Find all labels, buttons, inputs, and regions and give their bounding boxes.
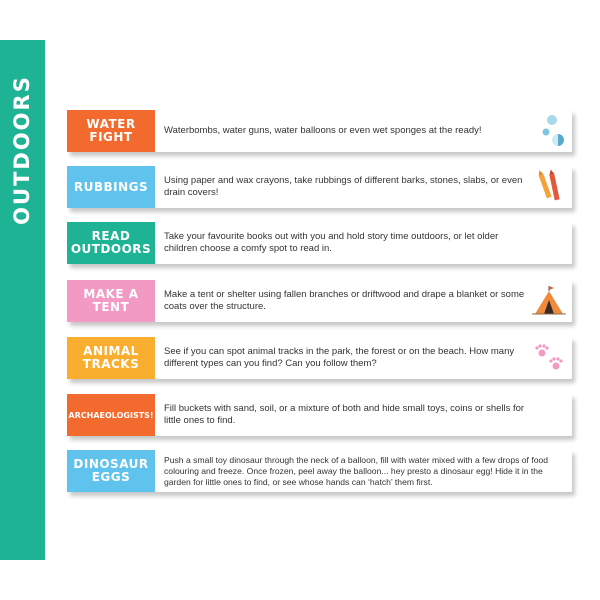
activity-label: WATER FIGHT [67,110,155,152]
activity-row-rubbings [67,166,572,208]
activity-label: DINOSAUR EGGS [67,450,155,492]
activity-label: MAKE A TENT [67,280,155,322]
crayons-icon [530,168,568,206]
activity-row-dinosaur-eggs [67,450,572,492]
activity-row-make-a-tent [67,280,572,322]
activity-description: Make a tent or shelter using fallen branches or driftwood and drape a blanket or some coats over the structure. [164,289,525,312]
activity-row-read-outdoors [67,222,572,264]
activity-row-archaeologists [67,394,572,436]
activity-label: RUBBINGS [67,166,155,208]
activity-description: Fill buckets with sand, soil, or a mixture of both and hide small toys, coins or shells for little ones to find. [164,403,525,426]
water-bubbles-icon [530,112,568,150]
activity-label: ANIMAL TRACKS [67,337,155,379]
section-title: OUTDOORS [10,75,34,225]
activity-description: See if you can spot animal tracks in the park, the forest or on the beach. How many different types can you find? Can you follow them? [164,346,515,369]
activity-description: Using paper and wax crayons, take rubbings of different barks, stones, slabs, or even drain covers! [164,175,523,198]
tent-icon [530,282,568,320]
activity-label: ARCHAEOLOGISTS! [67,394,155,436]
activity-description: Push a small toy dinosaur through the neck of a balloon, fill with water mixed with a few drops of food colouring and freeze. Once frozen, peel away the balloon... hey presto a dinosaur egg! Hide it in the garden for little ones to find, or see whose hands can ‘hatch’ them first. [164,454,549,487]
activity-label: READ OUTDOORS [67,222,155,264]
activity-row-animal-tracks [67,337,572,379]
paw-prints-icon [530,339,568,377]
activity-description: Waterbombs, water guns, water balloons or even wet sponges at the ready! [164,125,482,136]
activity-description: Take your favourite books out with you and hold story time outdoors, or let older children choose a comfy spot to read in. [164,231,499,254]
activity-row-water-fight [67,110,572,152]
